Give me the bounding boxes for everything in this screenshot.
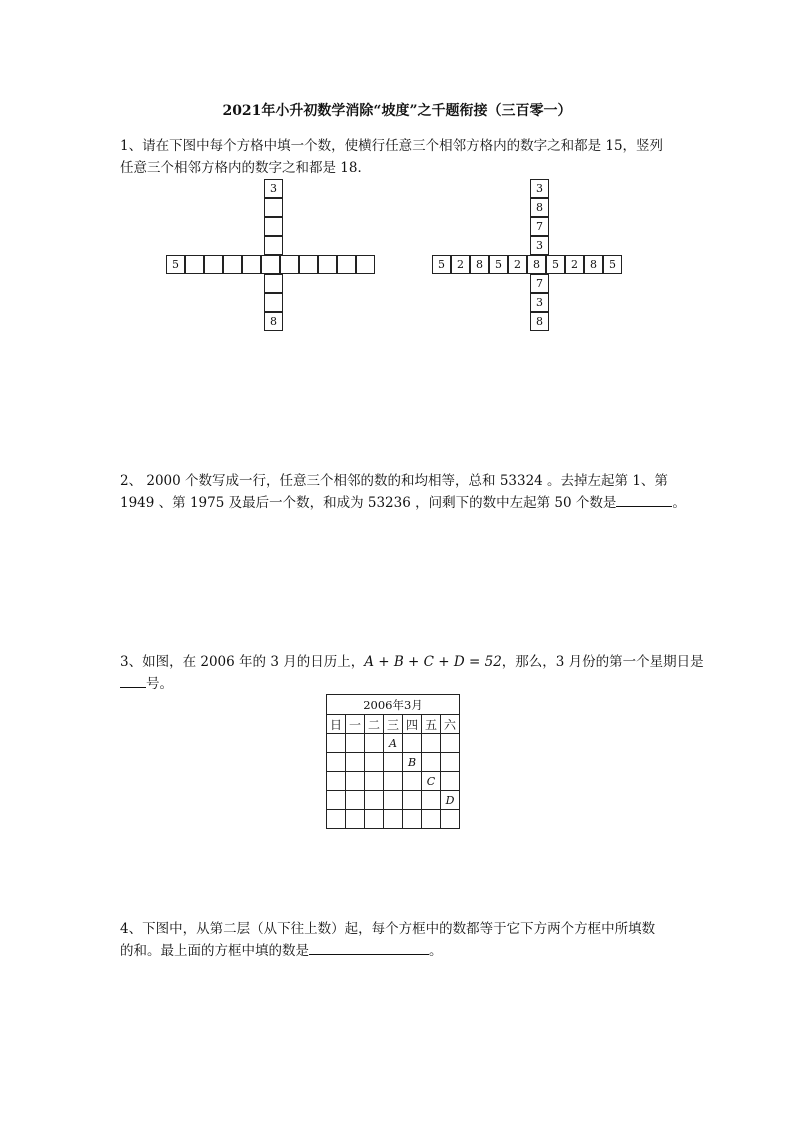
grid-cell: 8 (527, 255, 546, 274)
calendar-row (327, 753, 460, 772)
question-3-line-1-b: ，那么，3 月份的第一个星期日是 (501, 654, 704, 670)
calendar-weekday-row (327, 715, 460, 734)
answer-blank[interactable] (616, 492, 672, 507)
question-2-line-1: 2、 2000 个数写成一行，任意三个相邻的数的和均相等，总和 53324 。去掉左起第 1、第 (120, 473, 668, 489)
calendar-cell (327, 791, 346, 810)
question-3-line-1-a: 3、如图，在 2006 年的 3 月的日历上， (120, 654, 365, 670)
question-2-line-2 (120, 492, 686, 514)
question-4-text (120, 918, 680, 962)
calendar-cell-letter: A (384, 734, 403, 753)
calendar-cell (441, 772, 460, 791)
calendar-weekday: 一 (346, 715, 365, 734)
calendar-cell (365, 772, 384, 791)
calendar-cell (365, 734, 384, 753)
calendar-weekday: 日 (327, 715, 346, 734)
question-4-line-2 (120, 940, 680, 962)
calendar-cell (441, 734, 460, 753)
grid-cell: 8 (530, 312, 549, 331)
grid-cell (356, 255, 375, 274)
calendar-cell-letter: C (422, 772, 441, 791)
grid-cell: 2 (451, 255, 470, 274)
grid-cell (264, 293, 283, 312)
calendar-cell (384, 772, 403, 791)
grid-cell (223, 255, 242, 274)
question-1-text (120, 135, 680, 179)
calendar-weekday: 三 (384, 715, 403, 734)
calendar-cell (327, 734, 346, 753)
calendar-cell (422, 791, 441, 810)
calendar-table (326, 694, 460, 829)
grid-cell (264, 236, 283, 255)
grid-cell (264, 274, 283, 293)
calendar-row (327, 791, 460, 810)
question-1-line-2: 任意三个相邻方格内的数字之和都是 18． (120, 160, 371, 176)
grid-cell: 5 (489, 255, 508, 274)
grid-cell: 3 (530, 179, 549, 198)
calendar-cell (441, 753, 460, 772)
calendar-cell (422, 753, 441, 772)
grid-cell: 3 (530, 236, 549, 255)
grid-cell: 7 (530, 217, 549, 236)
answer-blank[interactable] (120, 673, 146, 688)
calendar-cell (327, 753, 346, 772)
calendar-cell (365, 753, 384, 772)
calendar-row (327, 810, 460, 829)
calendar-cell (365, 810, 384, 829)
grid-cell: 3 (264, 179, 283, 198)
calendar-cell (365, 791, 384, 810)
grid-cell (261, 255, 280, 274)
calendar-cell-letter: B (403, 753, 422, 772)
grid-cell: 2 (565, 255, 584, 274)
calendar-row (327, 734, 460, 753)
question-4-line-1: 4、下图中，从第二层（从下往上数）起，每个方框中的数都等于它下方两个方框中所填数 (120, 921, 656, 937)
calendar-cell (403, 734, 422, 753)
calendar-cell (384, 791, 403, 810)
calendar-cell (346, 791, 365, 810)
calendar-weekday: 五 (422, 715, 441, 734)
grid-cell: 5 (166, 255, 185, 274)
question-3-line-1 (120, 651, 704, 673)
grid-cell: 8 (530, 198, 549, 217)
grid-cell: 3 (530, 293, 549, 312)
calendar-cell (441, 810, 460, 829)
grid-cell (337, 255, 356, 274)
grid-cell (264, 217, 283, 236)
calendar-cell (346, 810, 365, 829)
calendar-cell (346, 753, 365, 772)
grid-cell: 2 (508, 255, 527, 274)
calendar-cell (403, 791, 422, 810)
grid-cell (280, 255, 299, 274)
question-1-line-1: 1、请在下图中每个方格中填一个数，使横行任意三个相邻方格内的数字之和都是 15，竖列 (120, 138, 664, 154)
grid-cell (185, 255, 204, 274)
calendar-row (327, 772, 460, 791)
grid-cell (242, 255, 261, 274)
question-4-line-2-text: 的和。最上面的方框中填的数是 (120, 943, 309, 959)
calendar-cell (422, 810, 441, 829)
calendar-weekday: 二 (365, 715, 384, 734)
calendar-cell (327, 772, 346, 791)
question-4-line-2-end: 。 (429, 943, 443, 959)
grid-cell (318, 255, 337, 274)
grid-cell: 5 (546, 255, 565, 274)
calendar-cell (422, 734, 441, 753)
grid-cell (204, 255, 223, 274)
calendar-cell (384, 810, 403, 829)
grid-cell: 7 (530, 274, 549, 293)
calendar-cell (403, 772, 422, 791)
grid-cell: 5 (432, 255, 451, 274)
equation: A + B + C + D = 52 (364, 654, 502, 670)
grid-cell: 8 (264, 312, 283, 331)
question-2-line-2-text: 1949 、第 1975 及最后一个数，和成为 53236 ，问剩下的数中左起第 50 个数是 (120, 495, 617, 511)
grid-cell (299, 255, 318, 274)
grid-cell: 8 (470, 255, 489, 274)
grid-cell: 5 (603, 255, 622, 274)
answer-blank[interactable] (309, 940, 429, 955)
calendar-cell (403, 810, 422, 829)
calendar-weekday: 六 (441, 715, 460, 734)
calendar-cell (327, 810, 346, 829)
calendar-cell-letter: D (441, 791, 460, 810)
page-title: 2021年小升初数学消除“坡度”之千题衔接（三百零一） (222, 103, 572, 119)
calendar-body (327, 734, 460, 829)
grid-cell: 8 (584, 255, 603, 274)
grid-cell (264, 198, 283, 217)
calendar-caption: 2006年3月 (327, 695, 460, 715)
question-3-line-2 (120, 673, 680, 695)
calendar-cell (346, 734, 365, 753)
question-3-line-2-end: 号。 (146, 676, 173, 692)
question-2-text (120, 470, 686, 514)
calendar-weekday: 四 (403, 715, 422, 734)
question-2-line-2-end: 。 (672, 495, 686, 511)
calendar-cell (384, 753, 403, 772)
calendar-cell (346, 772, 365, 791)
question-3-text (120, 651, 704, 695)
